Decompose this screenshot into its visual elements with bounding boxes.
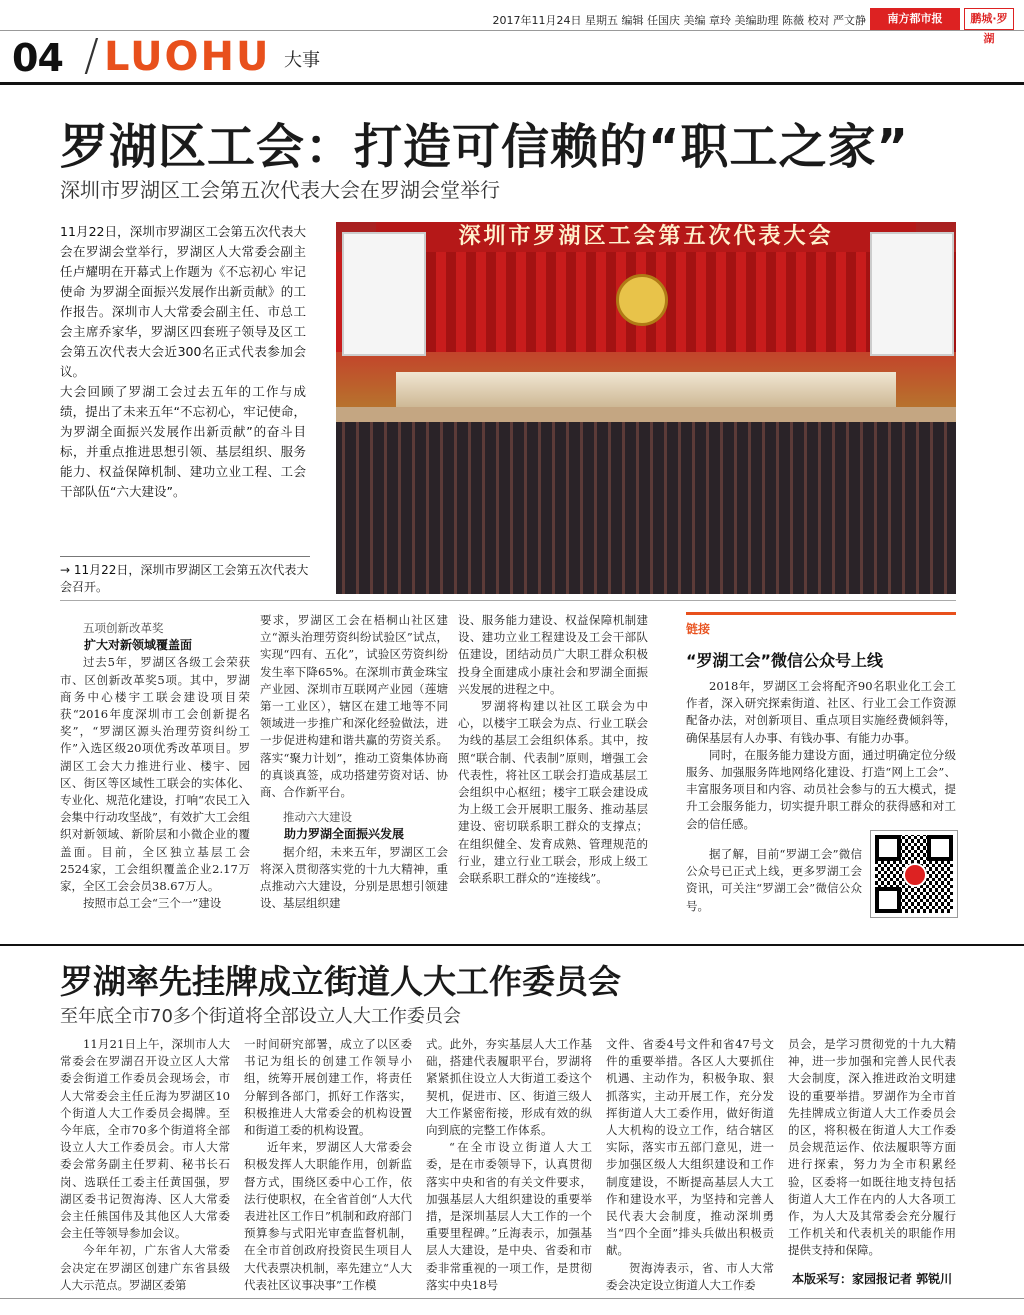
- body-paragraph: 11月21日上午，深圳市人大常委会在罗湖召开设立区人大常委会街道工作委员会现场会，市人大常委会主任丘海为罗湖区10个街道人大工作委员会揭牌。至今年底，全市70多个街道将全部设立人大工作委员会。市人大常委会常务副主任罗莉、秘书长石岗、选联任工委主任黄国强，罗湖区委书记贺海涛、区人大常委会主任熊国伟及其他区人大常委会主任等领导参加会议。: [60, 1037, 230, 1241]
- issue-info: 2017年11月24日 星期五 编辑 任国庆 美编 章玲 美编助理 陈薇 校对 严文静: [492, 14, 866, 27]
- stage-platform: [396, 372, 896, 412]
- column-subhead: 扩大对新领域覆盖面: [84, 638, 193, 653]
- conference-photo: [336, 222, 956, 594]
- supplement-logo: 鹏城·罗湖: [964, 8, 1014, 30]
- slash-divider: /: [84, 30, 99, 81]
- section-rule: [0, 82, 1024, 85]
- article1-column-2: [260, 612, 448, 912]
- qr-finder: [875, 835, 901, 861]
- page-header-bar: [0, 8, 1024, 45]
- lead-paragraph: 大会回顾了罗湖工会过去五年的工作与成绩，提出了未来五年“不忘初心，牢记使命，为罗湖全面振兴发展作出新贡献”的奋斗目标，并重点推进思想引领、基层组织、服务能力、权益保障机制、建功立业工程、工会干部队伍“六大建设”。: [60, 384, 306, 499]
- body-paragraph: 一时间研究部署，成立了以区委书记为组长的创建工作领导小组，统筹开展创建工作，将责任分解到各部门，抓好工作落实，积极推进人大常委会的机构设置和街道工委的机构设置。: [244, 1037, 412, 1138]
- body-paragraph: “在全市设立街道人大工委，是在市委领导下，认真贯彻落实中央和省的有关文件要求，加强基层人大组织建设的重要举措，是深圳基层人大工作的一个重要里程碑。”丘海表示，加强基层人大建设，是中央、省委和市委非常重视的一项工作，是贯彻落实中央18号: [426, 1140, 592, 1292]
- photo-banner: 深圳市罗湖区工会第五次代表大会: [376, 222, 916, 252]
- body-paragraph: 员会，是学习贯彻党的十九大精神，进一步加强和完善人民代表大会制度，深入推进政治文明建设的重要举措。罗湖作为全市首先挂牌成立街道人大工作委员会的区，将积极在街道人大工作委员会规范运作、依法履职等方面进行探索，努力为全市积累经验，区委将一如既往地支持包括街道人大工作在内的人大各项工作，为人大及其常委会充分履行工作机关和代表机关的职能作用提供支持和保障。: [788, 1037, 956, 1258]
- article1-subheadline: 深圳市罗湖区工会第五次代表大会在罗湖会堂举行: [60, 178, 500, 202]
- article2-column-5: [788, 1036, 956, 1260]
- column-subhead-kicker: 推动六大建设: [283, 810, 352, 825]
- column-subhead-kicker: 五项创新改革奖: [83, 621, 164, 635]
- link-tag: 链接: [686, 622, 711, 636]
- body-paragraph: 据介绍，未来五年，罗湖区工会将深入贯彻落实党的十九大精神，重点推动六大建设，分别是思想引领建设、基层组织建: [260, 844, 448, 911]
- column-top-rule: [60, 600, 956, 601]
- body-paragraph: 贺海涛表示，省、市人大常委会决定设立街道人大工作委: [606, 1260, 774, 1292]
- union-logo-icon: [903, 863, 927, 887]
- body-paragraph: 据了解，目前“罗湖工会”微信公众号已正式上线，更多罗湖工会资讯，可关注“罗湖工会”微信公众号。: [686, 847, 862, 913]
- link-title: “罗湖工会”微信公众号上线: [686, 651, 884, 670]
- body-paragraph: 按照市总工会“三个一”建设: [83, 896, 222, 911]
- byline: 本版采写：家园报记者 郭锐川: [792, 1272, 953, 1286]
- audience-seats: [336, 422, 956, 594]
- article2-column-1: [60, 1036, 230, 1294]
- article1-column-1: [60, 620, 250, 912]
- link-box-rule: [686, 612, 956, 615]
- link-body-end: [686, 846, 862, 915]
- header-rule: [0, 30, 1024, 31]
- body-paragraph: 同时，在服务能力建设方面，通过明确定位分级服务、加强服务阵地网络化建设、打造“网上工会”、丰富服务项目和内容、动员社会参与的五大模式，提升工会服务能力，切实提升职工群众的获得感和对工会的信任感。: [686, 747, 956, 831]
- body-paragraph: 设、服务能力建设、权益保障机制建设、建功立业工程建设及工会干部队伍建设，团结动员广大职工群众积极投身全面建成小康社会和罗湖全面振兴发展的进程之中。: [458, 613, 648, 696]
- lead-paragraph: 11月22日，深圳市罗湖区工会第五次代表大会在罗湖会堂举行，罗湖区人大常委会副主任卢耀明在开幕式上作题为《不忘初心 牢记使命 为罗湖全面振兴发展作出新贡献》的工作报告。深圳市人大常委会副主任、市总工会主席乔家华，罗湖区四套班子领导及区工会第五次代表大会近300名正式代表参加会议。: [60, 224, 306, 379]
- side-screen-left: [342, 232, 426, 356]
- body-paragraph: 今年年初，广东省人大常委会决定在罗湖区创建广东省县级人大示范点。罗湖区委第: [60, 1243, 230, 1292]
- article2-column-3: [426, 1036, 592, 1294]
- body-paragraph: 过去5年，罗湖区各级工会荣获市、区创新改革奖5项。其中，罗湖商务中心楼宇工联会建设项目荣获“2016年度深圳市工会创新提名奖”，“罗湖区源头治理劳资纠纷工作”入选区级20项优秀改革项目。罗湖区工会大力推进行业、楼宇、园区、街区等区域性工联会的实体化、专业化、规范化建设，打响“农民工入会集中行动攻坚战”，有效扩大工会组织对新领域、新阶层和小微企业的覆盖面。目前，全区独立基层工会2524家，工会组织覆盖企业2.17万家，全区工会会员38.67万人。: [60, 655, 250, 894]
- body-paragraph: 要求，罗湖区工会在梧桐山社区建立“源头治理劳资纠纷试验区”试点，实现“四有、五化”，试验区劳资纠纷发生率下降65%。在深圳市黄金珠宝产业园、深圳市互联网产业园（莲塘第一工业区），辖区在建工地等不同领域进一步推广和深化经验做法，进一步促进构建和谐共赢的劳资关系。落实“聚力计划”，推动工资集体协商的真谈真签，成功搭建劳资对话、协商、合作新平台。: [260, 613, 448, 800]
- article1-headline: 罗湖区工会：打造可信赖的“职工之家”: [60, 119, 910, 175]
- column-subhead: 助力罗湖全面振兴发展: [284, 827, 405, 842]
- body-paragraph: 2018年，罗湖区工会将配齐90名职业化工会工作者，深入研究探索街道、社区、行业工会工作资源配备办法，对创新项目、重点项目实施经费倾斜等，确保基层有人办事、有钱办事、有能力办事。: [686, 679, 956, 745]
- article-divider: [0, 944, 1024, 946]
- footer-rule: [0, 1298, 1024, 1299]
- body-paragraph: 式。此外，夯实基层人大工作基础，搭建代表履职平台，罗湖将紧紧抓住设立人大街道工委这个契机，促进市、区、街道三级人大工作紧密衔接，形成有效的纵向到底的完整工作体系。: [426, 1037, 592, 1138]
- article2-column-2: [244, 1036, 412, 1294]
- related-link-box: [686, 612, 956, 944]
- section-subtitle: 大事: [284, 50, 320, 71]
- qr-finder: [875, 887, 901, 913]
- section-title: LUOHU: [104, 34, 271, 80]
- body-paragraph: 文件、省委4号文件和省47号文件的重要举措。各区人大要抓住机遇、主动作为，积极争取、狠抓落实，主动开展工作，充分发挥街道人大工委作用，做好街道人大机构的设立工作，结合辖区实际，落实市五部门意见，进一步加强区级人大组织建设和工作制度建设，不断提高基层人大工作和建设水平，为坚持和完善人民代表大会制度，推动深圳勇当“四个全面”排头兵做出积极贡献。: [606, 1037, 774, 1258]
- wechat-qr-code-icon[interactable]: [870, 830, 958, 918]
- photo-caption: → 11月22日，深圳市罗湖区工会第五次代表大会召开。: [60, 563, 309, 594]
- link-body: [686, 678, 956, 833]
- newspaper-logo: 南方都市报: [870, 8, 960, 30]
- article1-column-3: [458, 612, 648, 887]
- qr-finder: [927, 835, 953, 861]
- article1-lead: [60, 222, 306, 502]
- body-paragraph: 罗湖将构建以社区工联会为中心，以楼宇工联会为点、行业工联会为线的基层工会组织体系。其中，按照“联合制、代表制”原则，增强工会代表性，将社区工联会打造成基层工会组织中心枢纽；楼宇工联会建设成为上级工会开展职工服务、推动基层建设、密切联系职工群众的支撑点；在组织健全、发育成熟、管理规范的行业，建立行业工联会，形成上级工会联系职工群众的“连接线”。: [458, 699, 648, 886]
- union-emblem-icon: [616, 274, 668, 326]
- body-paragraph: 近年来，罗湖区人大常委会积极发挥人大职能作用，创新监督方式，围绕区委中心工作，依法行使职权，在全省首创“人大代表进社区工作日”机制和政府部门预算参与式阳光审查监督机制，在全市首创政府投资民生项目人大代表票决机制，率先建立“人大代表社区议事决事”工作模: [244, 1140, 412, 1292]
- page-number: 04: [12, 36, 63, 80]
- caption-rule: [60, 556, 310, 557]
- article2-headline: 罗湖率先挂牌成立街道人大工作委员会: [60, 962, 621, 1001]
- article2-column-4: [606, 1036, 774, 1294]
- article2-subheadline: 至年底全市70多个街道将全部设立人大工作委员会: [60, 1006, 461, 1027]
- side-screen-right: [870, 232, 954, 356]
